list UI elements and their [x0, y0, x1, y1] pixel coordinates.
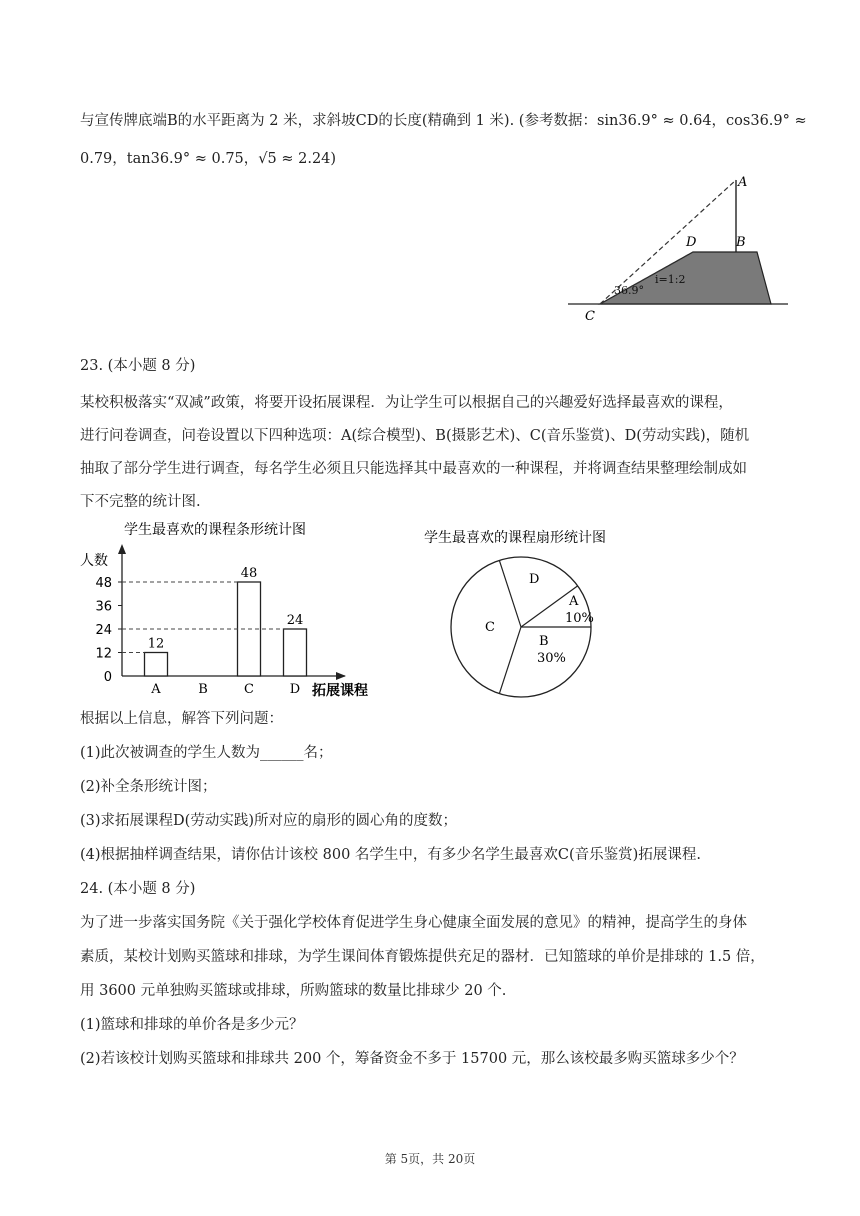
q23-after: 根据以上信息，解答下列问题： [80, 711, 283, 727]
q23-sub-3: (3)求拓展课程D(劳动实践)所对应的扇形的圆心角的度数； [80, 813, 457, 829]
q23-sub-4: (4)根据抽样调查结果，请你估计该校 800 名学生中，有多少名学生最喜欢C(音乐鉴赏)拓展课程. [80, 847, 701, 863]
pie-slice-percent: 10% [565, 611, 594, 626]
bar-chart-ytick-label: 36 [95, 599, 112, 615]
pie-slice-label: D [529, 572, 540, 587]
bar-chart-title: 学生最喜欢的课程条形统计图 [124, 522, 306, 538]
q23-text-4: 下不完整的统计图. [80, 494, 201, 510]
bar-chart-value-label: 48 [240, 566, 258, 581]
bar-chart-value-label: 24 [286, 613, 304, 628]
bar-chart-ylabel: 人数 [80, 553, 108, 569]
label-D: D [686, 235, 697, 250]
bar-chart-ytick-label: 0 [103, 670, 112, 685]
pie-slice-label: B [539, 634, 549, 649]
label-C: C [585, 309, 595, 324]
q23-text-2: 进行问卷调查，问卷设置以下四种选项：A(综合模型)、B(摄影艺术)、C(音乐鉴赏)、D(劳动实践)，随机 [80, 428, 750, 444]
q24-text-3: 用 3600 元单独购买篮球或排球，所购篮球的数量比排球少 20 个. [80, 983, 507, 999]
q23-heading: 23. (本小题 8 分) [80, 358, 196, 374]
bar-chart-bar [284, 629, 307, 676]
slope-figure [560, 172, 790, 352]
bar-chart-value-label: 12 [147, 636, 165, 652]
bar-chart-xtick-label: C [244, 682, 254, 697]
q23-text-3: 抽取了部分学生进行调查，每名学生必须且只能选择其中最喜欢的一种课程，并将调查结果整理绘制成如 [80, 461, 747, 477]
pie-chart-title: 学生最喜欢的课程扇形统计图 [424, 530, 606, 546]
bar-chart [80, 518, 390, 704]
q24-text-1: 为了进一步落实国务院《关于强化学校体育促进学生身心健康全面发展的意见》的精神，提高学生的身体 [80, 915, 747, 931]
q24-sub-2: (2)若该校计划购买篮球和排球共 200 个，筹备资金不多于 15700 元，那么该校最多购买篮球多少个？ [80, 1051, 744, 1067]
angle-label: 36.9° [614, 284, 644, 297]
pie-slice-percent: 30% [537, 651, 566, 666]
q23-text-1: 某校积极落实“双减”政策，将要开设拓展课程．为让学生可以根据自己的兴趣爱好选择最喜欢的课程， [80, 395, 733, 411]
bar-chart-ytick-label: 48 [95, 576, 112, 591]
bar-chart-x-arrow [336, 672, 346, 680]
bar-chart-xlabel: 拓展课程 [312, 683, 368, 699]
pie-chart [420, 522, 640, 700]
q24-heading: 24. (本小题 8 分) [80, 881, 196, 897]
q24-sub-1: (1)篮球和排球的单价各是多少元？ [80, 1017, 304, 1033]
bar-chart-xtick-label: B [198, 682, 208, 697]
bar-chart-xtick-label: A [151, 682, 161, 697]
label-B: B [736, 235, 746, 250]
slope-ratio-label: i=1:2 [655, 273, 686, 286]
q23-sub-2: (2)补全条形统计图； [80, 779, 217, 795]
bar-chart-ytick-label: 24 [95, 623, 112, 638]
bar-chart-y-arrow [118, 544, 126, 554]
bar-chart-bar [145, 653, 168, 677]
q23-sub-1: (1)此次被调查的学生人数为______名； [80, 745, 333, 761]
pie-slice-label: A [569, 594, 579, 609]
bar-chart-ytick-label: 12 [95, 646, 112, 662]
page-footer: 第 5页，共 20页 [384, 1152, 476, 1166]
q24-text-2: 素质，某校计划购买篮球和排球，为学生课间体育锻炼提供充足的器材．已知篮球的单价是排球的 1.5 倍， [80, 949, 765, 965]
intro-line-1: 与宣传牌底端B的水平距离为 2 米，求斜坡CD的长度(精确到 1 米). (参考数据：sin36.9° ≈ 0.64，cos36.9° ≈ [80, 113, 807, 129]
intro-line-2: 0.79，tan36.9° ≈ 0.75，√5 ≈ 2.24) [80, 151, 337, 167]
pie-slice-label: C [485, 620, 495, 635]
label-A: A [738, 175, 748, 190]
bar-chart-xtick-label: D [289, 682, 301, 697]
